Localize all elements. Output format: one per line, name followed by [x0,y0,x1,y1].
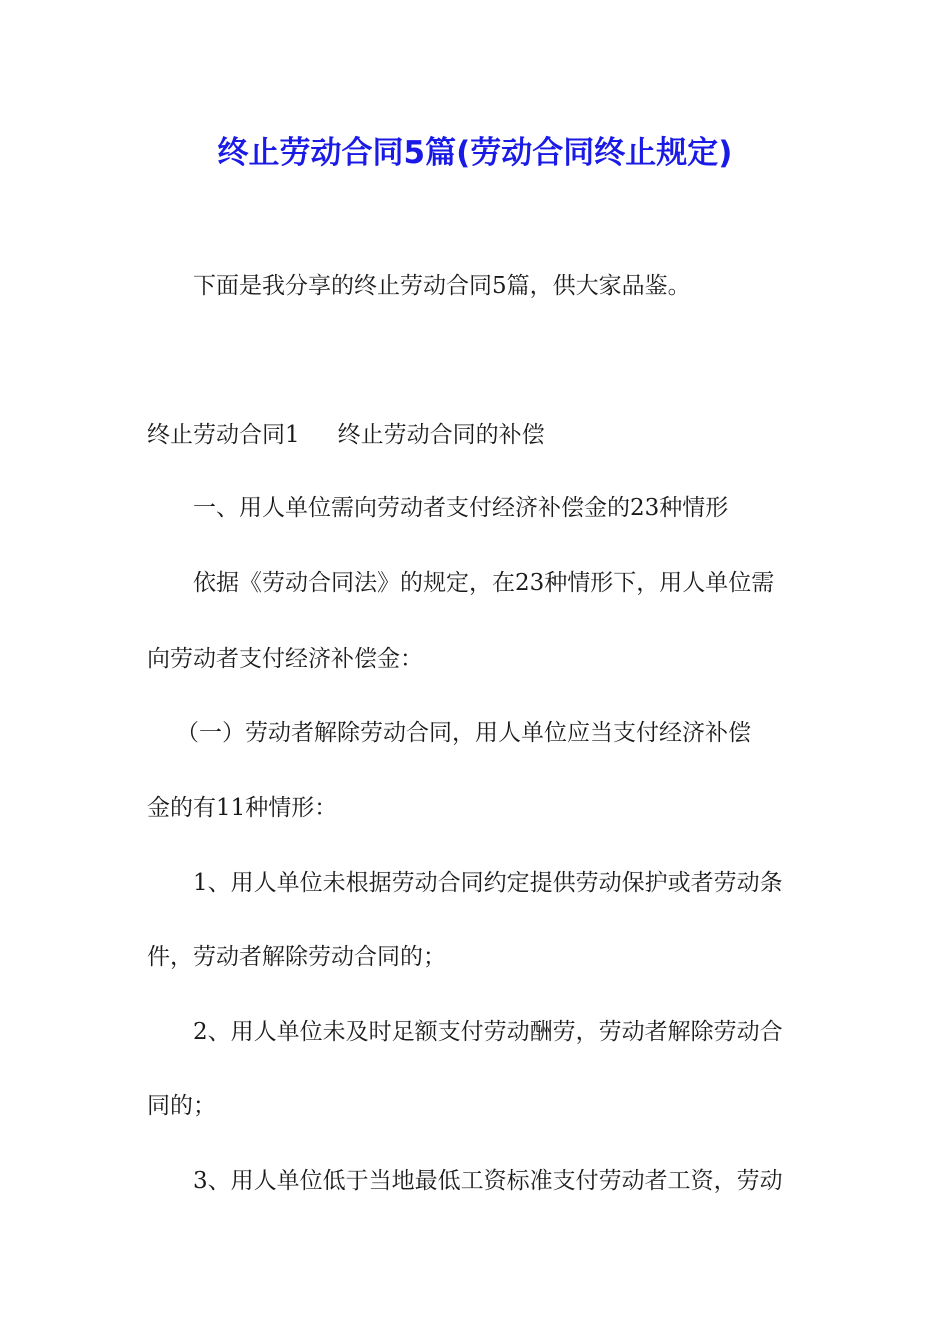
list-item-line: 1、用人单位未根据劳动合同约定提供劳动保护或者劳动条 [193,870,783,896]
list-item-line: 件，劳动者解除劳动合同的； [147,944,446,970]
section-heading-subtitle: 终止劳动合同的补偿 [337,422,545,448]
list-item-line: 2、用人单位未及时足额支付劳动酬劳，劳动者解除劳动合 [193,1019,783,1045]
paragraph-line: 向劳动者支付经济补偿金： [147,646,423,672]
section-heading [147,419,545,451]
list-item-line: 同的； [147,1093,216,1119]
section-heading-label: 终止劳动合同1 [147,422,300,448]
paragraph-line: 金的有11种情形： [147,795,338,821]
document-title: 终止劳动合同5篇(劳动合同终止规定) [217,135,733,171]
intro-paragraph: 下面是我分享的终止劳动合同5篇，供大家品鉴。 [193,273,691,299]
paragraph-line: （一）劳动者解除劳动合同，用人单位应当支付经济补偿 [176,720,751,746]
paragraph-line: 依据《劳动合同法》的规定，在23种情形下，用人单位需 [193,570,775,596]
list-item-line: 3、用人单位低于当地最低工资标准支付劳动者工资，劳动 [193,1168,783,1194]
paragraph-line: 一、用人单位需向劳动者支付经济补偿金的23种情形 [193,495,729,521]
